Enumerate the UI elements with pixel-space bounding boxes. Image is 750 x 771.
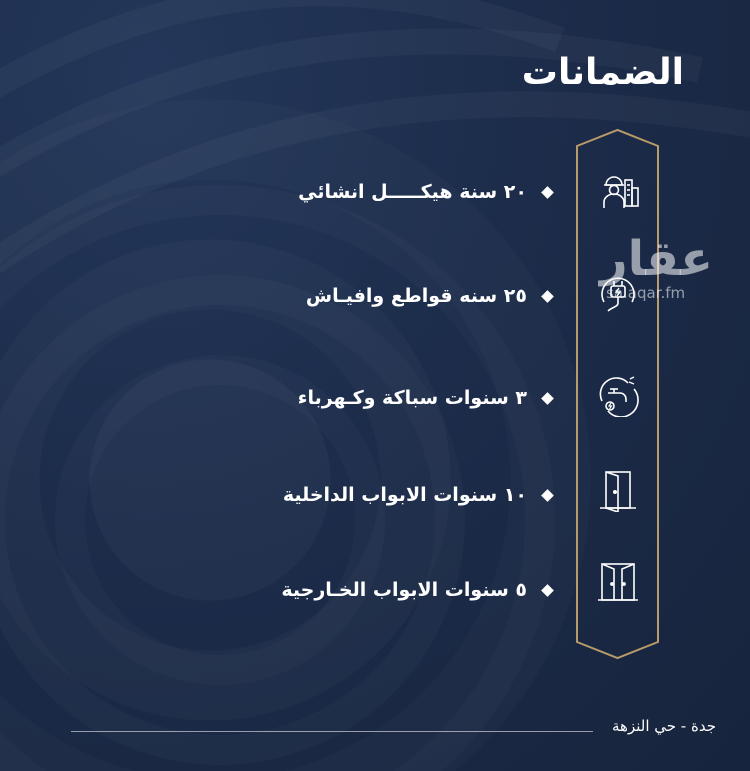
exterior-double-door-icon bbox=[596, 560, 640, 604]
guarantee-item-structure bbox=[230, 172, 560, 212]
guarantee-item-interior-doors bbox=[230, 475, 560, 515]
interior-door-icon bbox=[596, 468, 640, 512]
diamond-bullet-icon bbox=[541, 392, 554, 405]
diamond-bullet-icon bbox=[541, 186, 554, 199]
construction-worker-icon bbox=[596, 168, 640, 212]
guarantee-item-label: ١٠ سنوات الابواب الداخلية bbox=[282, 484, 527, 506]
footer-divider bbox=[71, 731, 593, 732]
page-title: الضمانات bbox=[521, 52, 684, 93]
footer-location: جدة - حي النزهة bbox=[612, 717, 716, 735]
watermark-logo-text: عقار bbox=[600, 231, 713, 287]
guarantee-item-label: ٢٠ سنة هيكـــــل انشائي bbox=[298, 181, 527, 203]
guarantee-item-plumbing bbox=[230, 378, 560, 418]
guarantee-item-exterior-doors bbox=[230, 570, 560, 610]
diamond-bullet-icon bbox=[541, 584, 554, 597]
guarantee-item-label: ٢٥ سنه قواطع وافيـاش bbox=[305, 285, 527, 307]
watermark-url: sa.aqar.fm bbox=[606, 284, 686, 302]
guarantee-item-label: ٣ سنوات سباكة وكـهرباء bbox=[297, 387, 527, 409]
diamond-bullet-icon bbox=[541, 290, 554, 303]
guarantee-item-switches bbox=[230, 276, 560, 316]
diamond-bullet-icon bbox=[541, 489, 554, 502]
aqar-watermark bbox=[600, 232, 730, 312]
guarantee-item-label: ٥ سنوات الابواب الخـارجية bbox=[281, 579, 527, 601]
faucet-electric-icon bbox=[596, 373, 640, 417]
